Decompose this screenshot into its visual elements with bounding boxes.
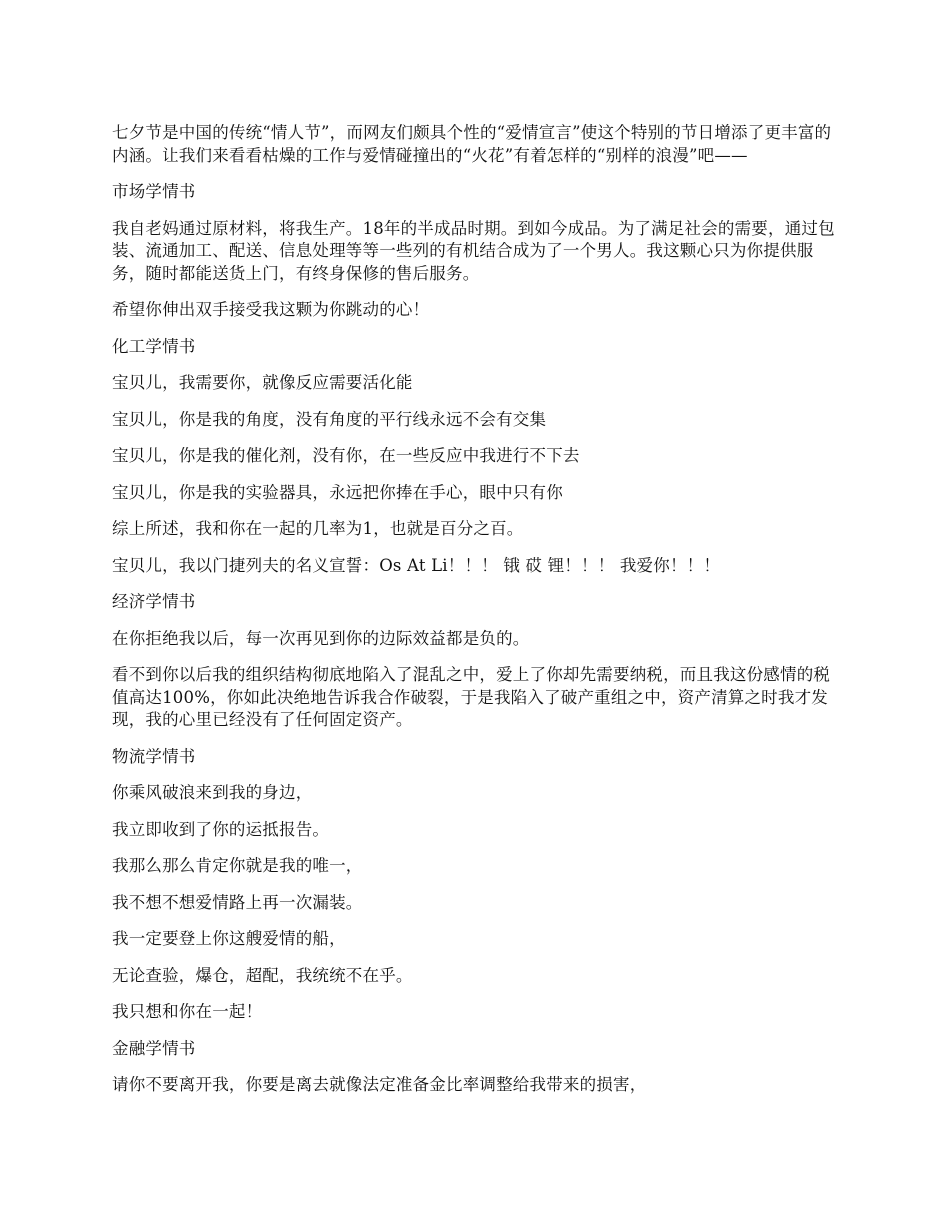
body-paragraph: 我立即收到了你的运抵报告。 <box>112 819 330 839</box>
body-paragraph: 我自老妈通过原材料，将我生产。18年的半成品时期。到如今成品。为了满足社会的需要，通过包装、流通加工、配送、信息处理等等一些列的有机结合成为了一个男人。我这颗心只为你提供服务，随时都能送货上门，有终身保修的售后服务。 <box>112 218 835 283</box>
body-paragraph: 宝贝儿，我以门捷列夫的名义宣誓：Os At Li！！！ 锇 砹 锂！！！ 我爱你！！！ <box>112 555 721 575</box>
section-heading-logistics: 物流学情书 <box>112 746 196 766</box>
section-heading-finance: 金融学情书 <box>112 1038 196 1058</box>
body-paragraph: 我只想和你在一起！ <box>112 1002 263 1021</box>
body-paragraph: 宝贝儿，你是我的角度，没有角度的平行线永远不会有交集 <box>112 409 547 429</box>
body-paragraph: 我一定要登上你这艘爱情的船， <box>112 929 346 948</box>
document-body <box>112 122 842 1097</box>
body-paragraph: 我那么那么肯定你就是我的唯一， <box>112 856 363 875</box>
section-heading-marketing: 市场学情书 <box>112 182 196 201</box>
body-paragraph: 你乘风破浪来到我的身边， <box>112 783 313 802</box>
body-paragraph: 综上所述，我和你在一起的几率为1，也就是百分之百。 <box>112 519 524 538</box>
body-paragraph: 宝贝儿，你是我的催化剂，没有你，在一些反应中我进行不下去 <box>112 446 580 465</box>
section-heading-chemistry: 化工学情书 <box>112 336 196 356</box>
body-paragraph: 我不想不想爱情路上再一次漏装。 <box>112 892 363 912</box>
intro-paragraph: 七夕节是中国的传统“情人节”，而网友们颇具个性的“爱情宣言”使这个特别的节日增添了更丰富的内涵。让我们来看看枯燥的工作与爱情碰撞出的“火花”有着怎样的“别样的浪漫”吧—— <box>112 123 832 165</box>
body-paragraph: 无论查验，爆仓，超配，我统统不在乎。 <box>112 965 413 985</box>
body-paragraph: 请你不要离开我，你要是离去就像法定准备金比率调整给我带来的损害， <box>112 1075 647 1094</box>
section-heading-economics: 经济学情书 <box>112 592 196 611</box>
body-paragraph: 宝贝儿，我需要你，就像反应需要活化能 <box>112 373 413 392</box>
body-paragraph: 在你拒绝我以后，每一次再见到你的边际效益都是负的。 <box>112 628 530 648</box>
body-paragraph: 看不到你以后我的组织结构彻底地陷入了混乱之中，爱上了你却先需要纳税，而且我这份感情的税值高达100%，你如此决绝地告诉我合作破裂，于是我陷入了破产重组之中，资产清算之时我才发现，我的心里已经没有了任何固定资产。 <box>112 665 831 729</box>
body-paragraph: 宝贝儿，你是我的实验器具，永远把你捧在手心，眼中只有你 <box>112 482 563 502</box>
body-paragraph: 希望你伸出双手接受我这颗为你跳动的心！ <box>112 300 430 319</box>
